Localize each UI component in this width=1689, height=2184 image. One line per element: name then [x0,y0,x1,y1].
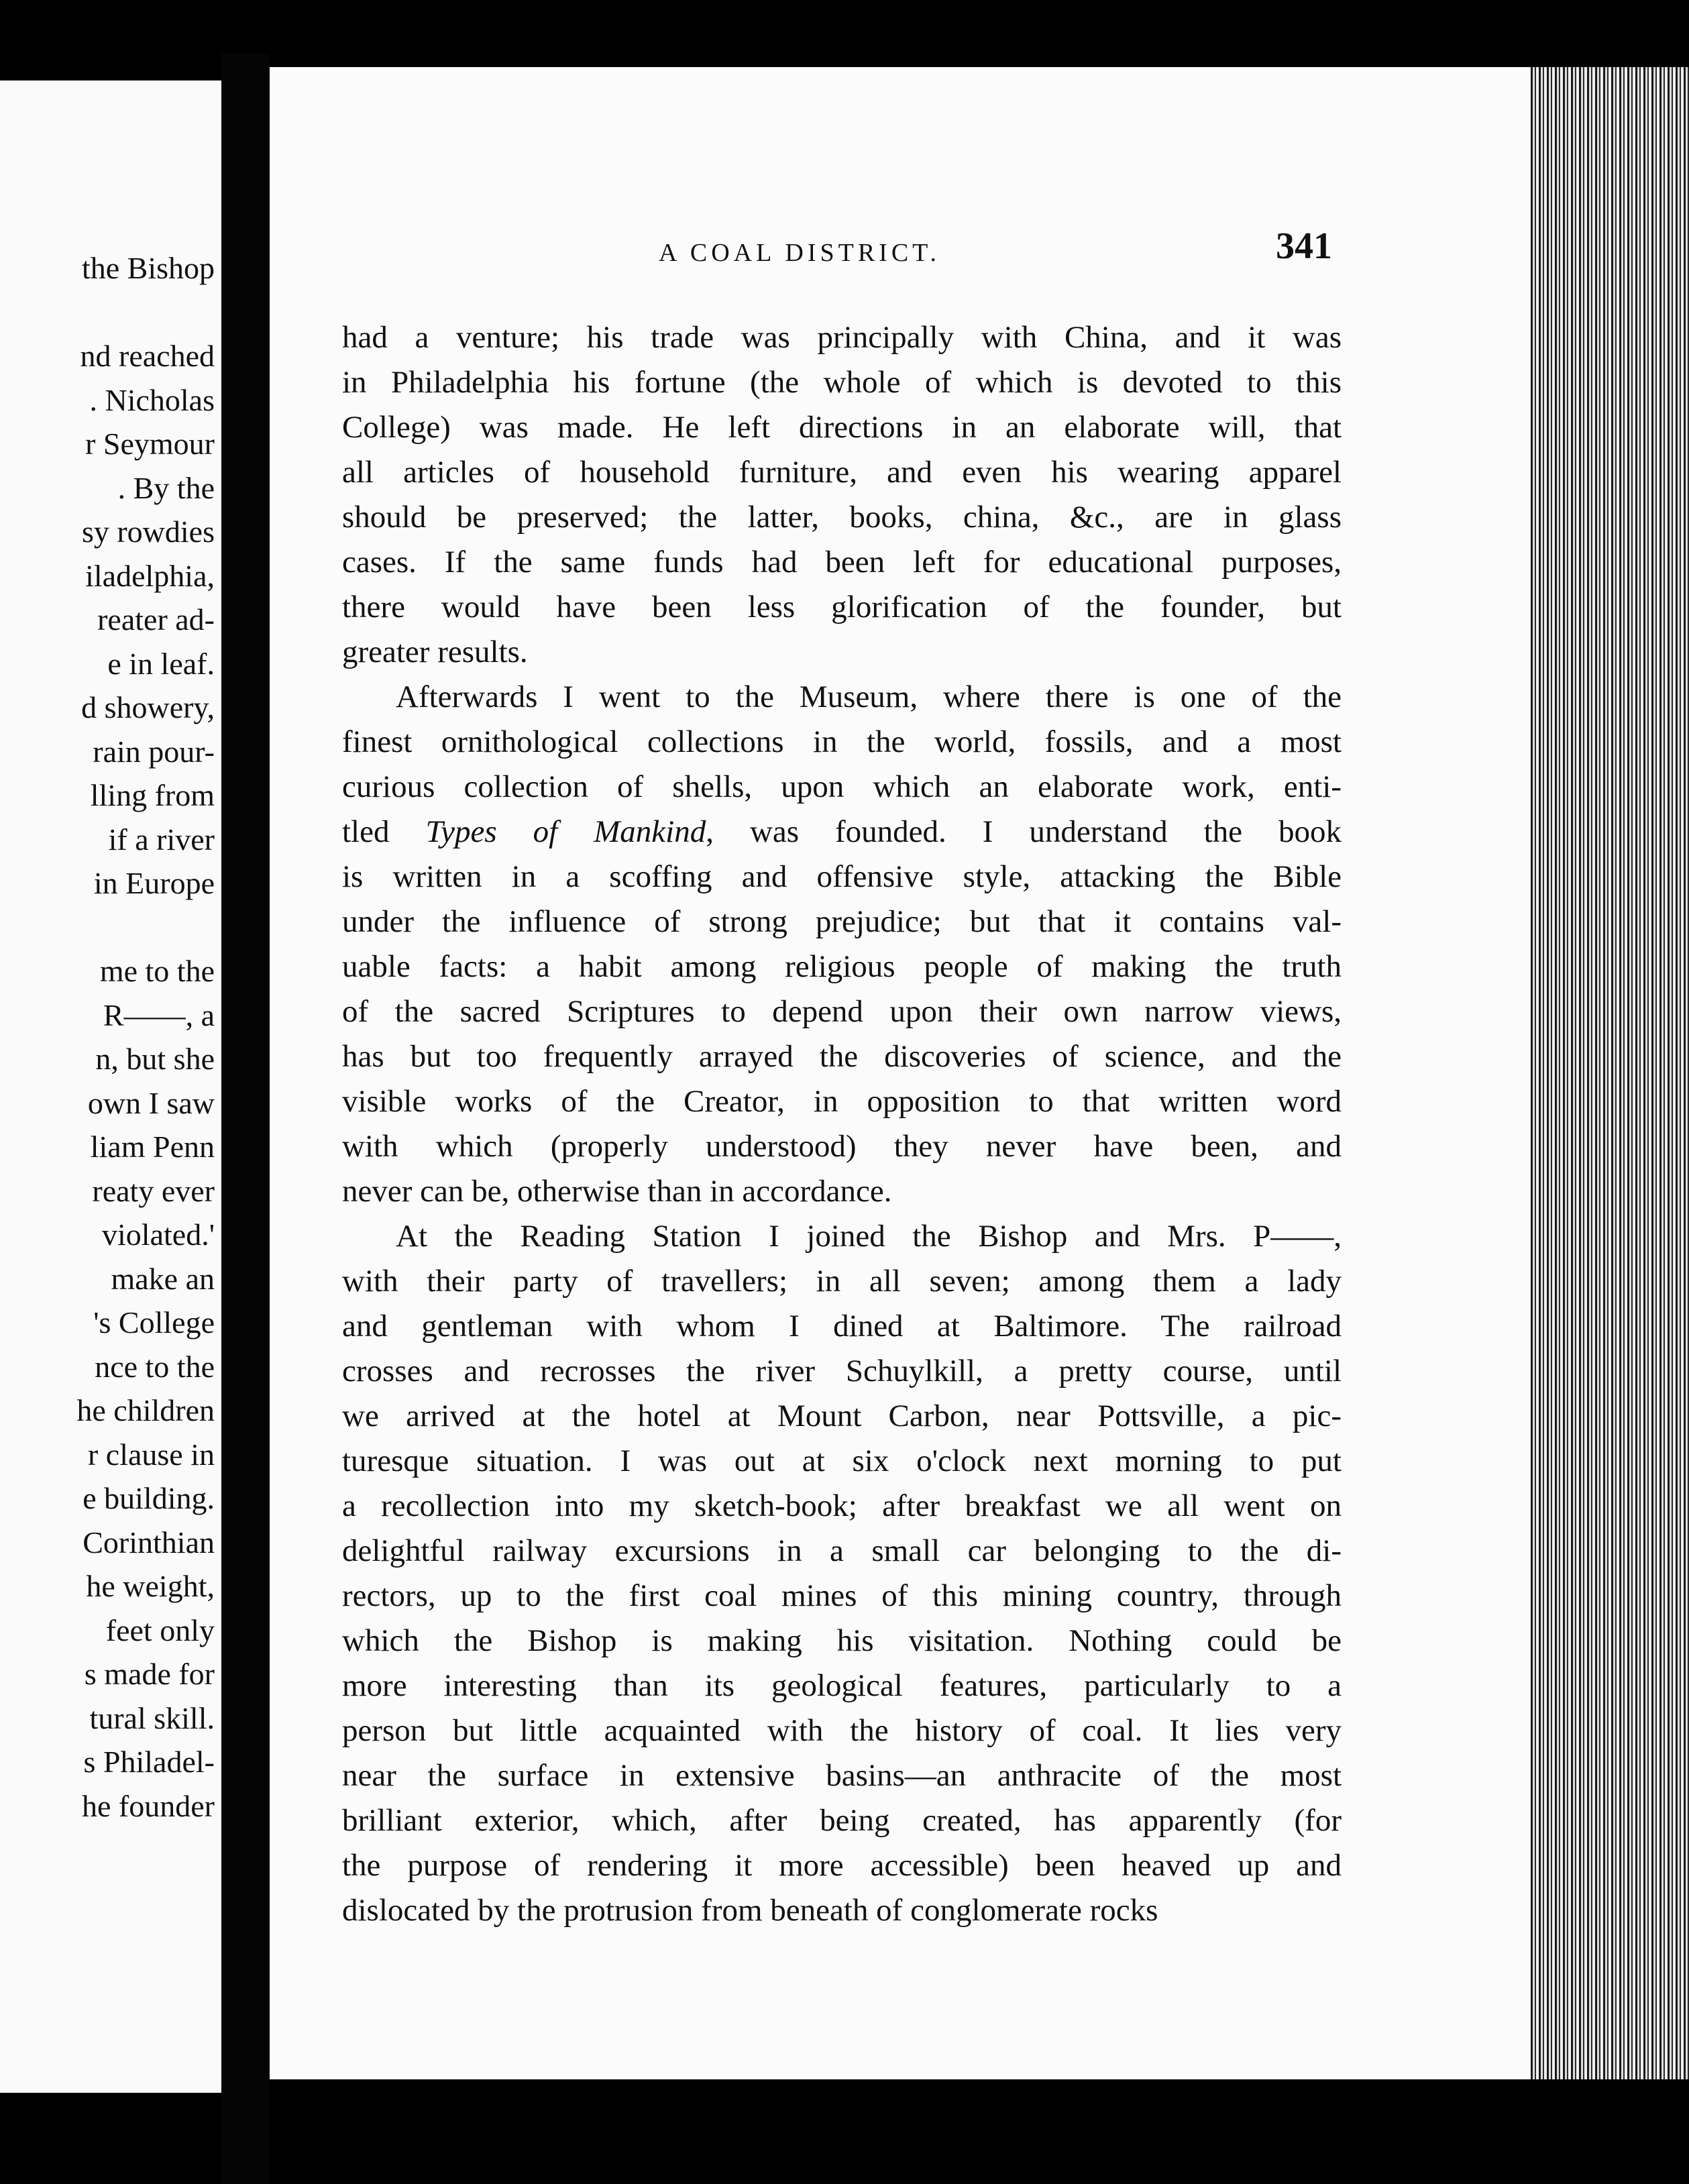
book-title-italic: Types of Mankind [425,814,706,849]
body-text [342,315,1342,1933]
facing-page-line: . By the [117,470,215,505]
text-segment: tled [342,814,426,849]
text-line [342,810,1342,855]
book-gutter [221,54,270,2184]
facing-page-line: the Bishop [81,251,215,285]
page-number: 341 [1276,225,1332,267]
facing-page-line: nce to the [95,1349,215,1384]
text-line: crosses and recrosses the river Schuylkill, a pretty course, until [342,1354,1342,1388]
text-line: we arrived at the hotel at Mount Carbon, near Pottsville, a pic- [342,1399,1342,1433]
text-line: and gentleman with whom I dined at Baltimore. The railroad [342,1309,1342,1344]
facing-page-line: Corinthian [83,1525,215,1560]
facing-page-line: me to the [99,954,215,988]
facing-page-fragment [0,80,223,2093]
facing-page-line: he children [76,1393,215,1427]
facing-page-line: if a river [108,822,215,857]
facing-page-line: rain pour- [93,734,215,769]
text-line: should be preserved; the latter, books, china, &c., are in glass [342,500,1342,535]
text-line: in Philadelphia his fortune (the whole of which is devoted to this [342,365,1342,400]
facing-page-line: he weight, [86,1569,215,1603]
text-line: there would have been less glorification of the founder, but [342,590,1342,624]
facing-page-line: . Nicholas [89,382,215,417]
text-line: rectors, up to the first coal mines of this mining country, through [342,1578,1342,1613]
text-line: brilliant exterior, which, after being created, has apparently (for [342,1803,1342,1838]
facing-page-line: 's College [93,1305,215,1340]
text-line: of the sacred Scriptures to depend upon their own narrow views, [342,994,1342,1029]
text-line: finest ornithological collections in the world, fossils, and a most [342,724,1342,759]
facing-page-line: liam Penn [90,1130,215,1164]
text-line: dislocated by the protrusion from beneath of conglomerate rocks [342,1893,1158,1928]
facing-page-line: reater ad- [97,602,215,637]
text-line: cases. If the same funds had been left for educational purposes, [342,545,1342,580]
facing-page-line: n, but she [95,1042,215,1076]
text-line: with their party of travellers; in all seven; among them a lady [342,1264,1342,1299]
page-edges [1531,67,1689,2079]
facing-page-line: lling from [90,778,215,812]
facing-page-line: r Seymour [85,427,215,461]
facing-page-line: e in leaf. [107,646,215,681]
text-line: person but little acquainted with the history of coal. It lies very [342,1713,1342,1748]
running-head [270,225,1531,278]
facing-page-line: e building. [83,1481,215,1515]
facing-page-line: tural skill. [89,1700,215,1735]
text-line: turesque situation. I was out at six o'clock next morning to put [342,1443,1342,1478]
running-title: A COAL DISTRICT. [659,239,941,267]
text-line: more interesting than its geological features, particularly to a [342,1668,1342,1703]
text-segment: , was founded. I understand the book [706,814,1342,849]
facing-page-line: make an [111,1261,215,1296]
facing-page-line: reaty ever [92,1173,215,1208]
facing-page-line: s Philadel- [83,1745,215,1779]
text-line: near the surface in extensive basins—an anthracite of the most [342,1758,1342,1793]
facing-page-line: iladelphia, [85,558,215,593]
text-line: curious collection of shells, upon which an elaborate work, enti- [342,769,1342,804]
facing-page-line: violated.' [102,1217,215,1252]
facing-page-line: d showery, [81,690,215,724]
text-line: had a venture; his trade was principally with China, and it was [342,320,1342,355]
text-line: which the Bishop is making his visitation. Nothing could be [342,1623,1342,1658]
text-line: has but too frequently arrayed the discoveries of science, and the [342,1039,1342,1074]
facing-page-line: feet only [105,1613,215,1647]
text-line: all articles of household furniture, and even his wearing apparel [342,455,1342,490]
facing-page-line: he founder [82,1788,215,1823]
text-line: is written in a scoffing and offensive style, attacking the Bible [342,859,1342,894]
text-line: uable facts: a habit among religious people of making the truth [342,949,1342,984]
facing-page-line: R——, a [103,997,215,1032]
text-line: delightful railway excursions in a small car belonging to the di- [342,1533,1342,1568]
facing-page-line: nd reached [80,339,215,373]
facing-page-line: sy rowdies [81,514,215,549]
text-line: greater results. [342,635,528,669]
text-line: with which (properly understood) they never have been, and [342,1129,1342,1164]
facing-page-line: s made for [84,1657,215,1691]
text-line: the purpose of rendering it more accessible) been heaved up and [342,1848,1342,1883]
text-line: under the influence of strong prejudice; but that it contains val- [342,904,1342,939]
facing-page-line: own I saw [87,1085,215,1120]
text-line: a recollection into my sketch-book; after breakfast we all went on [342,1488,1342,1523]
facing-page-line: in Europe [93,866,215,900]
text-line: At the Reading Station I joined the Bishop and Mrs. P——, [396,1219,1342,1254]
facing-page-line: r clause in [87,1437,215,1472]
text-line: visible works of the Creator, in opposition to that written word [342,1084,1342,1119]
text-line: College) was made. He left directions in an elaborate will, that [342,410,1342,445]
text-line: never can be, otherwise than in accordance. [342,1174,892,1209]
book-page [270,67,1531,2079]
text-line: Afterwards I went to the Museum, where there is one of the [396,679,1342,714]
